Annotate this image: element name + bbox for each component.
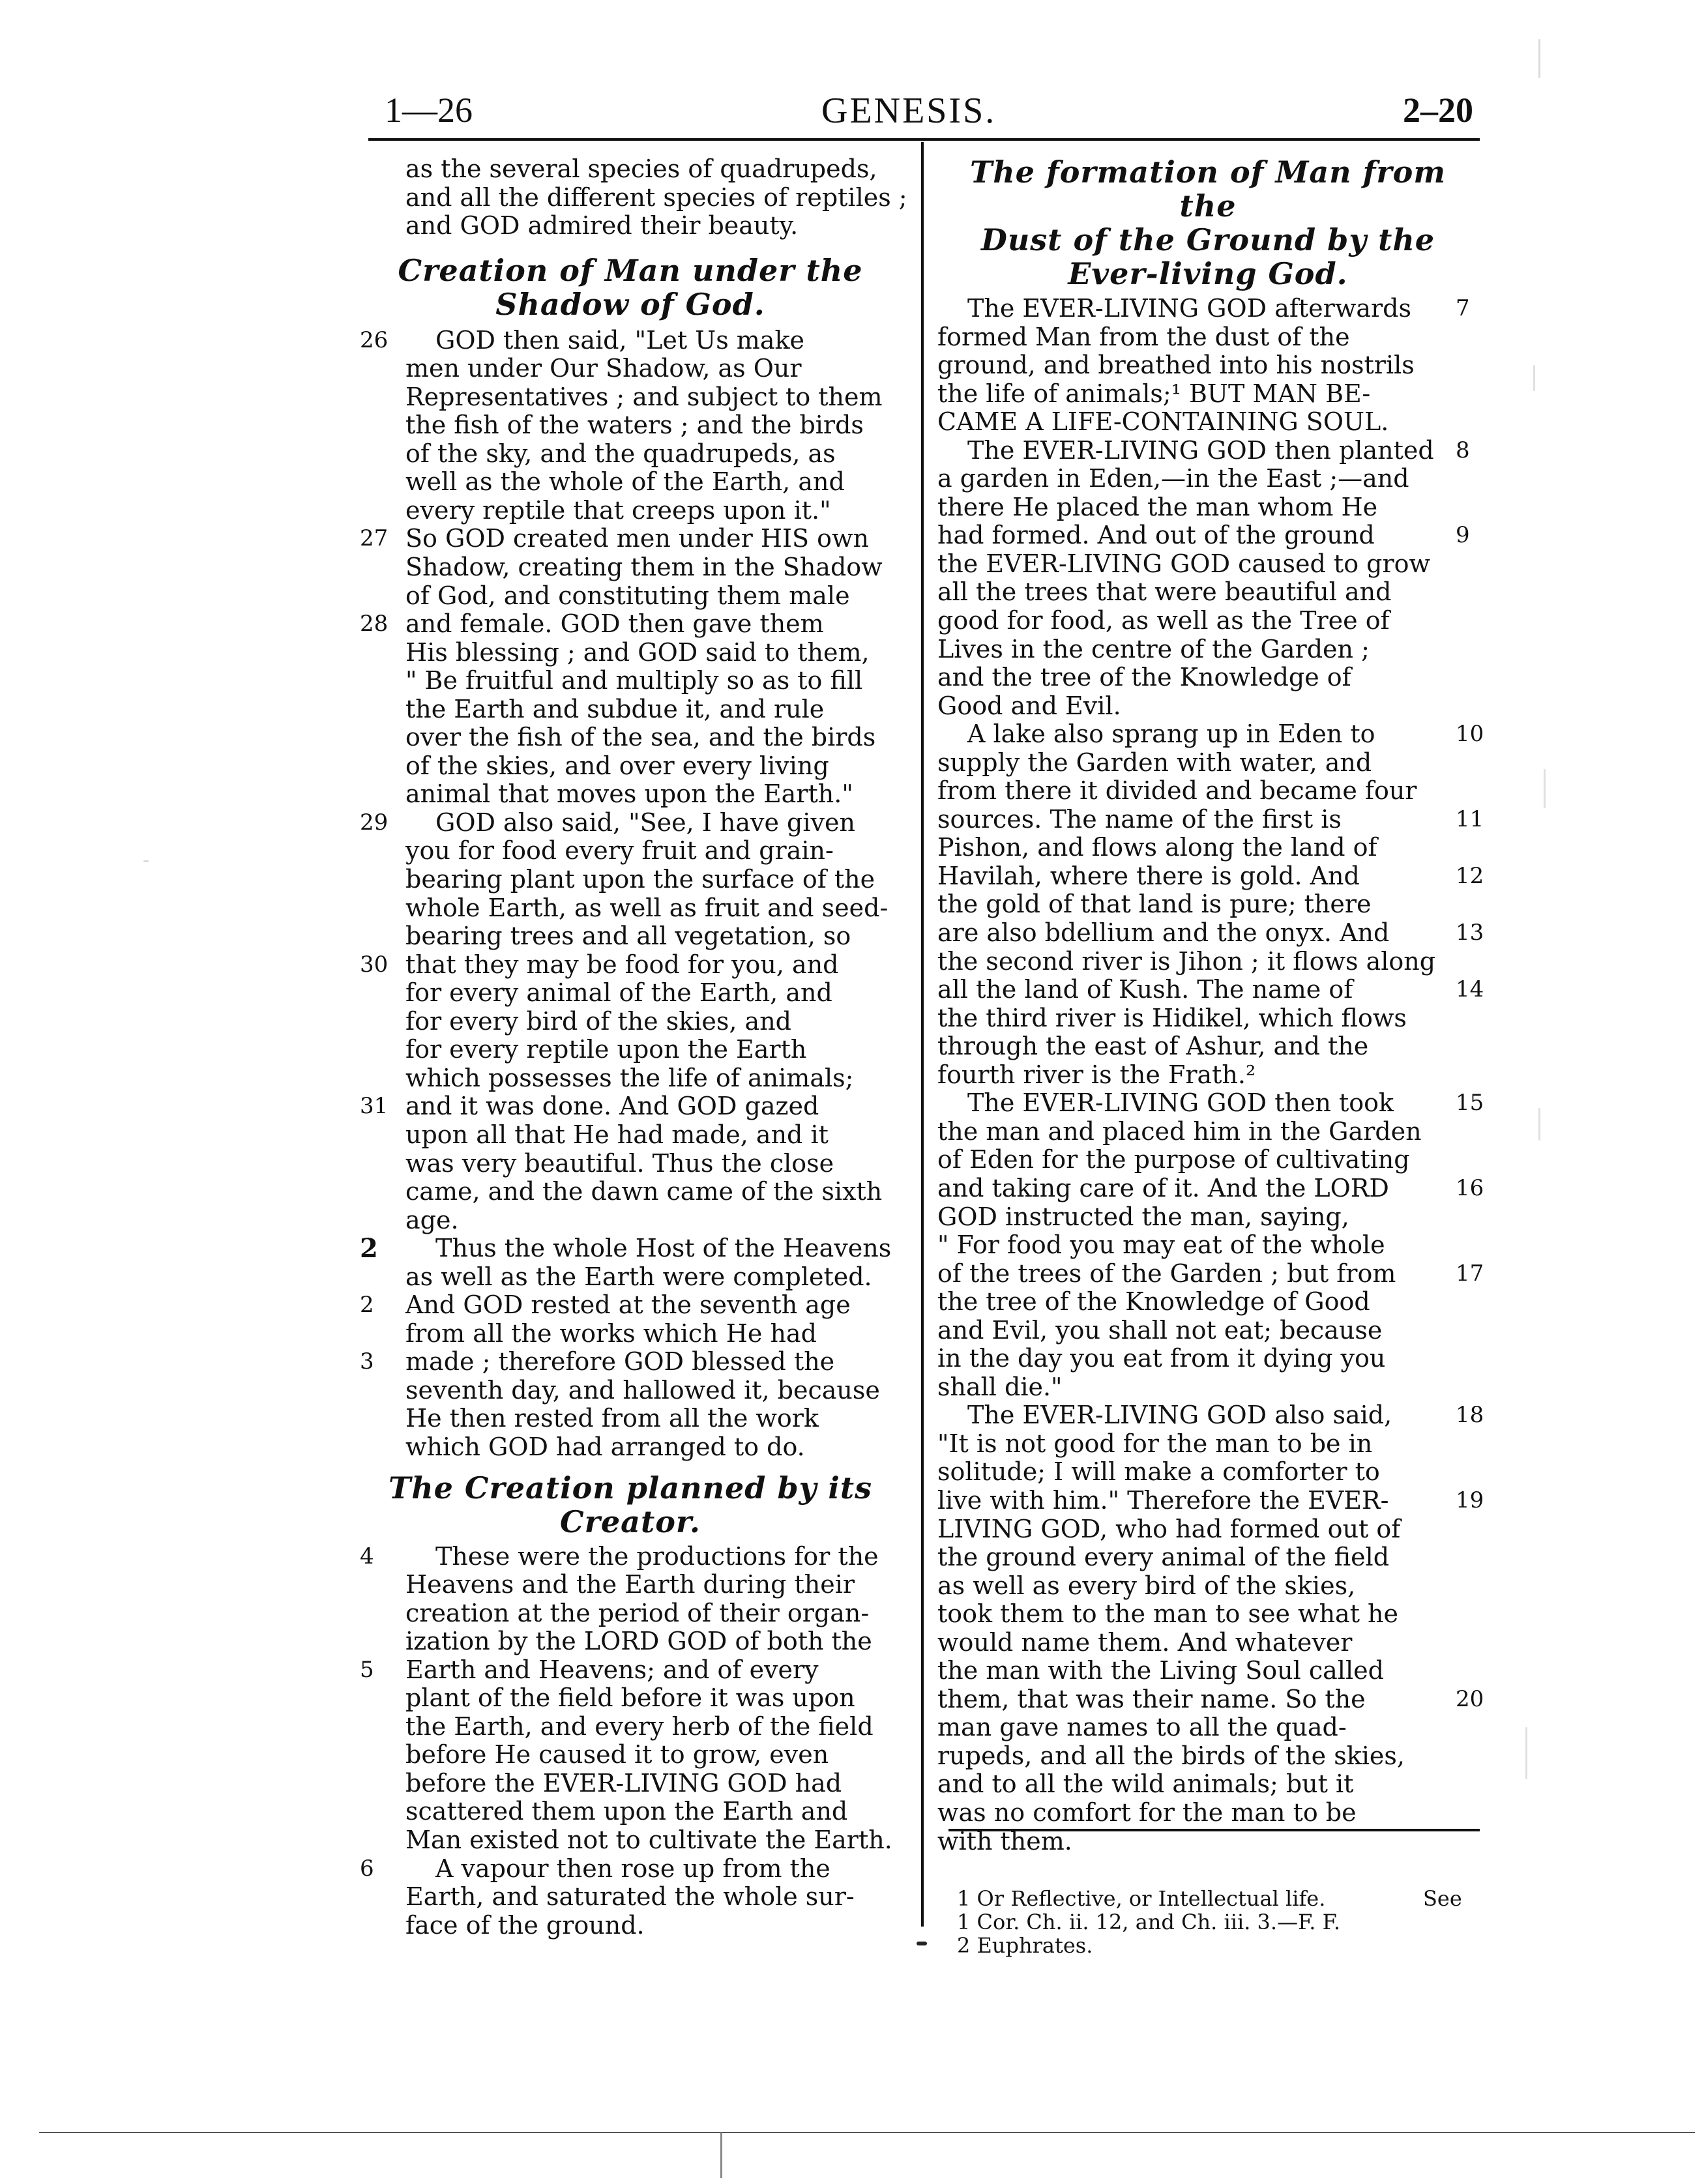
line-text: Thus the whole Host of the Heavens	[435, 1234, 892, 1263]
text-line	[937, 1629, 1506, 1657]
line-text: through the east of Ashur, and the	[937, 1032, 1369, 1061]
line-text: with them.	[937, 1826, 1072, 1856]
text-line	[937, 919, 1506, 948]
line-text: "It is not good for the man to be in	[937, 1429, 1373, 1458]
text-line	[360, 610, 901, 639]
verse-number: 14	[1456, 976, 1484, 1003]
line-text: GOD then said, "Let Us make	[435, 325, 804, 355]
heading-line: The Creation planned by its Creator.	[388, 1470, 873, 1539]
text-line	[360, 1713, 901, 1741]
line-text: well as the whole of the Earth, and	[405, 467, 845, 497]
line-text: bearing trees and all vegetation, so	[405, 922, 851, 951]
section-heading-formation-of-man	[937, 155, 1506, 291]
text-line	[937, 351, 1506, 380]
line-text: ground, and breathed into his nostrils	[937, 351, 1415, 380]
verse-number: 2	[360, 1292, 374, 1318]
line-text: which GOD had arranged to do.	[405, 1432, 805, 1461]
page-bottom-edge	[39, 2132, 1695, 2133]
line-text: all the land of Kush. The name of	[937, 975, 1353, 1004]
text-line	[360, 1064, 901, 1093]
text-line	[937, 1004, 1506, 1033]
text-line	[360, 440, 901, 469]
line-text: So GOD created men under HIS own	[405, 524, 870, 553]
text-line	[937, 1487, 1506, 1515]
line-text: solitude; I will make a comforter to	[937, 1457, 1380, 1487]
text-line	[937, 1118, 1506, 1146]
text-line	[360, 809, 901, 837]
verse-number: 9	[1456, 522, 1470, 549]
text-line	[360, 411, 901, 440]
line-text: Pishon, and flows along the land of	[937, 833, 1377, 862]
section-heading-creation-of-man	[360, 254, 901, 321]
right-text-block	[937, 295, 1506, 1856]
line-text: as the several species of quadrupeds,	[405, 154, 877, 183]
line-text: and to all the wild animals; but it	[937, 1769, 1354, 1799]
text-line	[360, 553, 901, 582]
verse-number: 31	[360, 1093, 389, 1120]
text-line	[937, 777, 1506, 806]
running-head-verse-range: 2–20	[1403, 91, 1473, 130]
text-line	[360, 1656, 901, 1685]
text-line	[360, 1376, 901, 1405]
text-line	[360, 1433, 901, 1462]
line-text: and taking care of it. And the LORD	[937, 1173, 1389, 1202]
line-text: Earth and Heavens; and of every	[405, 1655, 819, 1684]
text-line	[360, 182, 907, 212]
text-line	[937, 1458, 1506, 1487]
text-line	[937, 1345, 1506, 1373]
line-text: was no comfort for the man to be	[937, 1798, 1357, 1827]
line-text: them, that was their name. So the	[937, 1684, 1366, 1713]
footnote	[937, 1887, 1506, 1910]
verse-number: 20	[1456, 1685, 1484, 1712]
line-text: of the skies, and over every living	[405, 751, 829, 780]
line-text: you for food every fruit and grain-	[405, 836, 834, 866]
line-text: " Be fruitful and multiply so as to fill	[405, 666, 863, 695]
line-text: LIVING GOD, who had formed out of	[937, 1514, 1401, 1543]
footnote-text: 1 Or Reflective, or Intellectual life.	[957, 1886, 1326, 1912]
line-text: The EVER-LIVING GOD afterwards	[967, 294, 1412, 323]
text-line	[360, 1150, 901, 1178]
line-text: made ; therefore GOD blessed the	[405, 1347, 835, 1376]
line-text: He then rested from all the work	[405, 1404, 819, 1433]
line-text: a garden in Eden,—in the East ;—and	[937, 464, 1409, 493]
left-intro-block	[360, 154, 907, 240]
line-text: the life of animals;¹ BUT MAN BE-	[937, 379, 1371, 408]
text-line	[937, 1174, 1506, 1203]
scan-speck	[1538, 39, 1540, 78]
line-text: and the tree of the Knowledge of	[937, 663, 1351, 692]
line-text: from there it divided and became four	[937, 776, 1417, 806]
text-line	[937, 890, 1506, 919]
text-line	[360, 355, 901, 383]
text-line	[360, 639, 901, 667]
text-line	[937, 1543, 1506, 1572]
text-line	[937, 635, 1506, 664]
text-line	[360, 468, 901, 497]
header-rule	[368, 138, 1480, 141]
line-text: " For food you may eat of the whole	[937, 1230, 1385, 1260]
line-text: the gold of that land is pure; there	[937, 890, 1372, 919]
verse-number: 29	[360, 809, 389, 836]
line-text: men under Our Shadow, as Our	[405, 354, 802, 383]
text-line	[937, 749, 1506, 778]
text-line	[360, 1855, 901, 1884]
line-text: The EVER-LIVING GOD also said,	[967, 1401, 1392, 1430]
line-text: there He placed the man whom He	[937, 492, 1378, 521]
text-line	[360, 1543, 901, 1571]
line-text: man gave names to all the quad-	[937, 1713, 1347, 1742]
line-text: the ground every animal of the field	[937, 1543, 1390, 1572]
text-line	[360, 212, 901, 240]
text-line	[937, 380, 1506, 409]
text-line	[937, 1260, 1506, 1289]
text-line	[360, 155, 901, 184]
line-text: Lives in the centre of the Garden ;	[937, 634, 1370, 663]
text-line	[360, 1912, 901, 1940]
text-line	[937, 521, 1506, 550]
verse-number: 16	[1456, 1174, 1484, 1201]
text-line	[937, 1317, 1506, 1345]
line-text: Representatives ; and subject to them	[405, 382, 883, 411]
text-line	[360, 1291, 901, 1320]
text-line	[360, 497, 901, 525]
text-line	[360, 979, 901, 1008]
text-line	[937, 1430, 1506, 1459]
line-text: A lake also sprang up in Eden to	[967, 720, 1375, 749]
line-text: would name them. And whatever	[937, 1627, 1353, 1657]
line-text: CAME A LIFE-CONTAINING SOUL.	[937, 407, 1389, 437]
line-text: bearing plant upon the surface of the	[405, 865, 875, 894]
line-text: The EVER-LIVING GOD then planted	[967, 435, 1434, 465]
line-text: as well as the Earth were completed.	[405, 1262, 872, 1291]
line-text: sources. The name of the first is	[937, 804, 1342, 834]
line-text: upon all that He had made, and it	[405, 1120, 829, 1149]
text-line	[360, 723, 901, 752]
text-line	[937, 1089, 1506, 1118]
text-line	[360, 1684, 901, 1713]
line-text: which possesses the life of animals;	[405, 1063, 854, 1092]
text-line	[937, 550, 1506, 579]
text-line	[360, 695, 901, 724]
text-line	[360, 1826, 901, 1855]
line-text: and GOD admired their beauty.	[405, 211, 799, 240]
line-text: GOD instructed the man, saying,	[937, 1202, 1349, 1231]
line-text: of God, and constituting them male	[405, 581, 850, 610]
line-text: the Earth, and every herb of the field	[405, 1711, 874, 1741]
text-line	[937, 663, 1506, 692]
scan-speck	[1525, 1727, 1527, 1779]
line-text: Good and Evil.	[937, 691, 1121, 720]
footnote-text: 1 Cor. Ch. ii. 12, and Ch. iii. 3.—F. F.	[957, 1910, 1341, 1935]
text-line	[937, 1685, 1506, 1714]
text-line	[360, 1798, 901, 1826]
line-text: plant of the field before it was upon	[405, 1683, 855, 1713]
text-line	[937, 1799, 1506, 1827]
line-text: the fish of the waters ; and the birds	[405, 411, 864, 440]
line-text: that they may be food for you, and	[405, 950, 839, 979]
text-line	[360, 667, 901, 695]
line-text: and female. GOD then gave them	[405, 609, 824, 639]
text-line	[360, 1092, 901, 1121]
verse-number: 4	[360, 1543, 374, 1569]
line-text: good for food, as well as the Tree of	[937, 606, 1390, 635]
text-line	[937, 806, 1506, 834]
line-text: age.	[405, 1205, 459, 1234]
line-text: ization by the LORD GOD of both the	[405, 1627, 872, 1656]
text-line	[360, 1008, 901, 1036]
text-line	[360, 1741, 901, 1769]
line-text: came, and the dawn came of the sixth	[405, 1177, 883, 1206]
running-head-chapter-range: 1—26	[385, 91, 473, 130]
text-line	[937, 834, 1506, 862]
section-heading-creation-planned	[360, 1471, 901, 1539]
line-text: and it was done. And GOD gazed	[405, 1092, 819, 1121]
verse-number: 15	[1456, 1090, 1484, 1116]
text-line	[360, 1571, 901, 1599]
text-line	[937, 437, 1506, 465]
verse-number: 6	[360, 1855, 374, 1882]
text-line	[937, 720, 1506, 749]
line-text: animal that moves upon the Earth."	[405, 779, 853, 809]
text-line	[360, 1405, 901, 1433]
left-text-block-2	[360, 1543, 901, 1940]
verse-number: 11	[1456, 806, 1484, 832]
line-text: the third river is Hidikel, which flows	[937, 1003, 1407, 1032]
text-line	[937, 1146, 1506, 1174]
text-line	[360, 752, 901, 781]
line-text: in the day you eat from it dying you	[937, 1344, 1386, 1373]
verse-number: 7	[1456, 295, 1470, 321]
text-line	[937, 465, 1506, 493]
text-line	[937, 1827, 1506, 1856]
line-text: the man with the Living Soul called	[937, 1656, 1384, 1685]
left-text-block-1	[360, 327, 901, 1462]
line-text: before He caused it to grow, even	[405, 1740, 829, 1769]
line-text: of the sky, and the quadrupeds, as	[405, 439, 836, 468]
line-text: and all the different species of reptiles ;	[405, 182, 907, 212]
text-line	[360, 1036, 901, 1064]
line-text: And GOD rested at the seventh age	[405, 1290, 851, 1320]
line-text: before the EVER-LIVING GOD had	[405, 1768, 842, 1798]
text-line	[937, 1742, 1506, 1771]
text-line	[360, 1206, 901, 1235]
text-line	[360, 582, 901, 611]
line-text: all the trees that were beautiful and	[937, 577, 1392, 607]
line-text: for every bird of the skies, and	[405, 1006, 792, 1036]
text-line	[360, 1121, 901, 1150]
verse-number: 12	[1456, 862, 1484, 889]
verse-number: 26	[360, 327, 389, 353]
text-line	[360, 1263, 901, 1292]
text-line	[937, 408, 1506, 437]
line-text: are also bdellium and the onyx. And	[937, 918, 1390, 948]
running-head	[365, 90, 1473, 142]
text-line	[937, 1288, 1506, 1317]
text-line	[937, 578, 1506, 607]
line-text: These were the productions for the	[435, 1541, 879, 1571]
line-text: creation at the period of their organ-	[405, 1598, 870, 1627]
chapter-number: 2	[360, 1233, 378, 1264]
heading-line: Dust of the Ground by the	[980, 222, 1435, 257]
text-line	[360, 1769, 901, 1798]
line-text: took them to the man to see what he	[937, 1599, 1399, 1629]
line-text: was very beautiful. Thus the close	[405, 1148, 834, 1178]
footnote	[937, 1934, 1506, 1957]
line-text: The EVER-LIVING GOD then took	[967, 1088, 1394, 1118]
verse-number: 30	[360, 951, 389, 978]
verse-number: 13	[1456, 920, 1484, 946]
line-text: formed Man from the dust of the	[937, 322, 1350, 351]
line-text: had formed. And out of the ground	[937, 521, 1375, 550]
text-line	[937, 1203, 1506, 1232]
verse-number: 28	[360, 611, 389, 637]
line-text: for every reptile upon the Earth	[405, 1035, 807, 1064]
line-text: rupeds, and all the birds of the skies,	[937, 1741, 1405, 1770]
line-text: every reptile that creeps upon it."	[405, 495, 831, 525]
text-line	[937, 607, 1506, 635]
right-column	[937, 155, 1506, 1957]
text-line	[937, 1373, 1506, 1402]
line-text: Earth, and saturated the whole sur-	[405, 1882, 855, 1912]
text-line	[360, 894, 901, 923]
line-text: from all the works which He had	[405, 1318, 817, 1348]
verse-number: 18	[1456, 1402, 1484, 1429]
line-text: over the fish of the sea, and the birds	[405, 723, 876, 752]
text-line	[360, 1883, 901, 1912]
text-line	[937, 323, 1506, 352]
line-text: of Eden for the purpose of cultivating	[937, 1145, 1410, 1174]
text-line	[937, 1657, 1506, 1685]
text-line	[937, 948, 1506, 976]
text-line	[360, 1234, 901, 1263]
line-text: Man existed not to cultivate the Earth.	[405, 1825, 892, 1854]
text-line	[360, 951, 901, 980]
scan-speck	[1544, 769, 1546, 808]
line-text: face of the ground.	[405, 1910, 645, 1940]
text-line	[937, 295, 1506, 323]
verse-number: 10	[1456, 721, 1484, 748]
gutter-mark	[720, 2133, 722, 2178]
text-line	[937, 1401, 1506, 1430]
line-text: the EVER-LIVING GOD caused to grow	[937, 549, 1431, 578]
line-text: as well as every bird of the skies,	[937, 1571, 1356, 1600]
line-text: Heavens and the Earth during their	[405, 1570, 855, 1599]
verse-number: 27	[360, 525, 389, 552]
text-line	[360, 383, 901, 412]
line-text: for every animal of the Earth, and	[405, 978, 832, 1008]
running-head-book-title: GENESIS.	[821, 91, 997, 131]
line-text: Havilah, where there is gold. And	[937, 861, 1360, 890]
footnotes	[937, 1887, 1506, 1957]
line-text: supply the Garden with water, and	[937, 748, 1372, 777]
text-line	[360, 1178, 901, 1206]
heading-line: Shadow of God.	[495, 286, 765, 322]
heading-line: Ever-living God.	[1068, 256, 1348, 291]
text-line	[937, 1032, 1506, 1061]
text-line	[937, 493, 1506, 522]
text-line	[360, 780, 901, 809]
footnote	[937, 1910, 1506, 1934]
column-end-mark	[917, 1942, 927, 1945]
verse-number: 5	[360, 1656, 374, 1683]
text-line	[360, 866, 901, 894]
text-line	[360, 1599, 901, 1628]
left-column	[360, 154, 907, 1940]
line-text: the tree of the Knowledge of Good	[937, 1287, 1370, 1317]
heading-line: Creation of Man under the	[398, 252, 863, 288]
line-text: GOD also said, "See, I have given	[435, 808, 855, 837]
line-text: shall die."	[937, 1372, 1063, 1401]
text-line	[360, 837, 901, 866]
line-text: scattered them upon the Earth and	[405, 1797, 848, 1826]
text-line	[937, 1713, 1506, 1742]
scan-speck	[1533, 365, 1535, 391]
line-text: of the trees of the Garden ; but from	[937, 1259, 1396, 1288]
column-divider	[921, 142, 924, 1927]
line-text: and Evil, you shall not eat; because	[937, 1315, 1383, 1345]
scan-speck	[1538, 1108, 1540, 1141]
footnote-text: 2 Euphrates.	[957, 1933, 1093, 1958]
verse-number: 17	[1456, 1260, 1484, 1287]
text-line	[937, 1061, 1506, 1090]
line-text: live with him." Therefore the EVER-	[937, 1485, 1389, 1515]
heading-line: The formation of Man from the	[969, 154, 1447, 224]
text-line	[937, 1572, 1506, 1601]
verse-number: 8	[1456, 437, 1470, 463]
verse-number: 19	[1456, 1487, 1484, 1513]
text-line	[360, 1348, 901, 1376]
line-text: His blessing ; and GOD said to them,	[405, 637, 870, 667]
text-line	[937, 1600, 1506, 1629]
line-text: A vapour then rose up from the	[435, 1854, 830, 1883]
text-line	[360, 327, 901, 355]
text-line	[937, 692, 1506, 721]
line-text: seventh day, and hallowed it, because	[405, 1375, 880, 1405]
text-line	[937, 1231, 1506, 1260]
text-line	[937, 1770, 1506, 1799]
line-text: the second river is Jihon ; it flows along	[937, 946, 1436, 976]
verse-number: 3	[360, 1348, 374, 1375]
text-line	[360, 922, 901, 951]
line-text: the Earth and subdue it, and rule	[405, 694, 825, 723]
footnote-see: See	[1423, 1886, 1462, 1912]
line-text: fourth river is the Frath.²	[937, 1060, 1256, 1089]
line-text: whole Earth, as well as fruit and seed-	[405, 893, 889, 922]
text-line	[360, 1320, 901, 1348]
line-text: the man and placed him in the Garden	[937, 1116, 1422, 1146]
text-line	[937, 1515, 1506, 1544]
text-line	[360, 525, 901, 553]
text-line	[937, 862, 1506, 891]
text-line	[937, 976, 1506, 1004]
line-text: Shadow, creating them in the Shadow	[405, 553, 883, 582]
text-line	[360, 1627, 901, 1656]
scan-speck	[143, 860, 149, 862]
